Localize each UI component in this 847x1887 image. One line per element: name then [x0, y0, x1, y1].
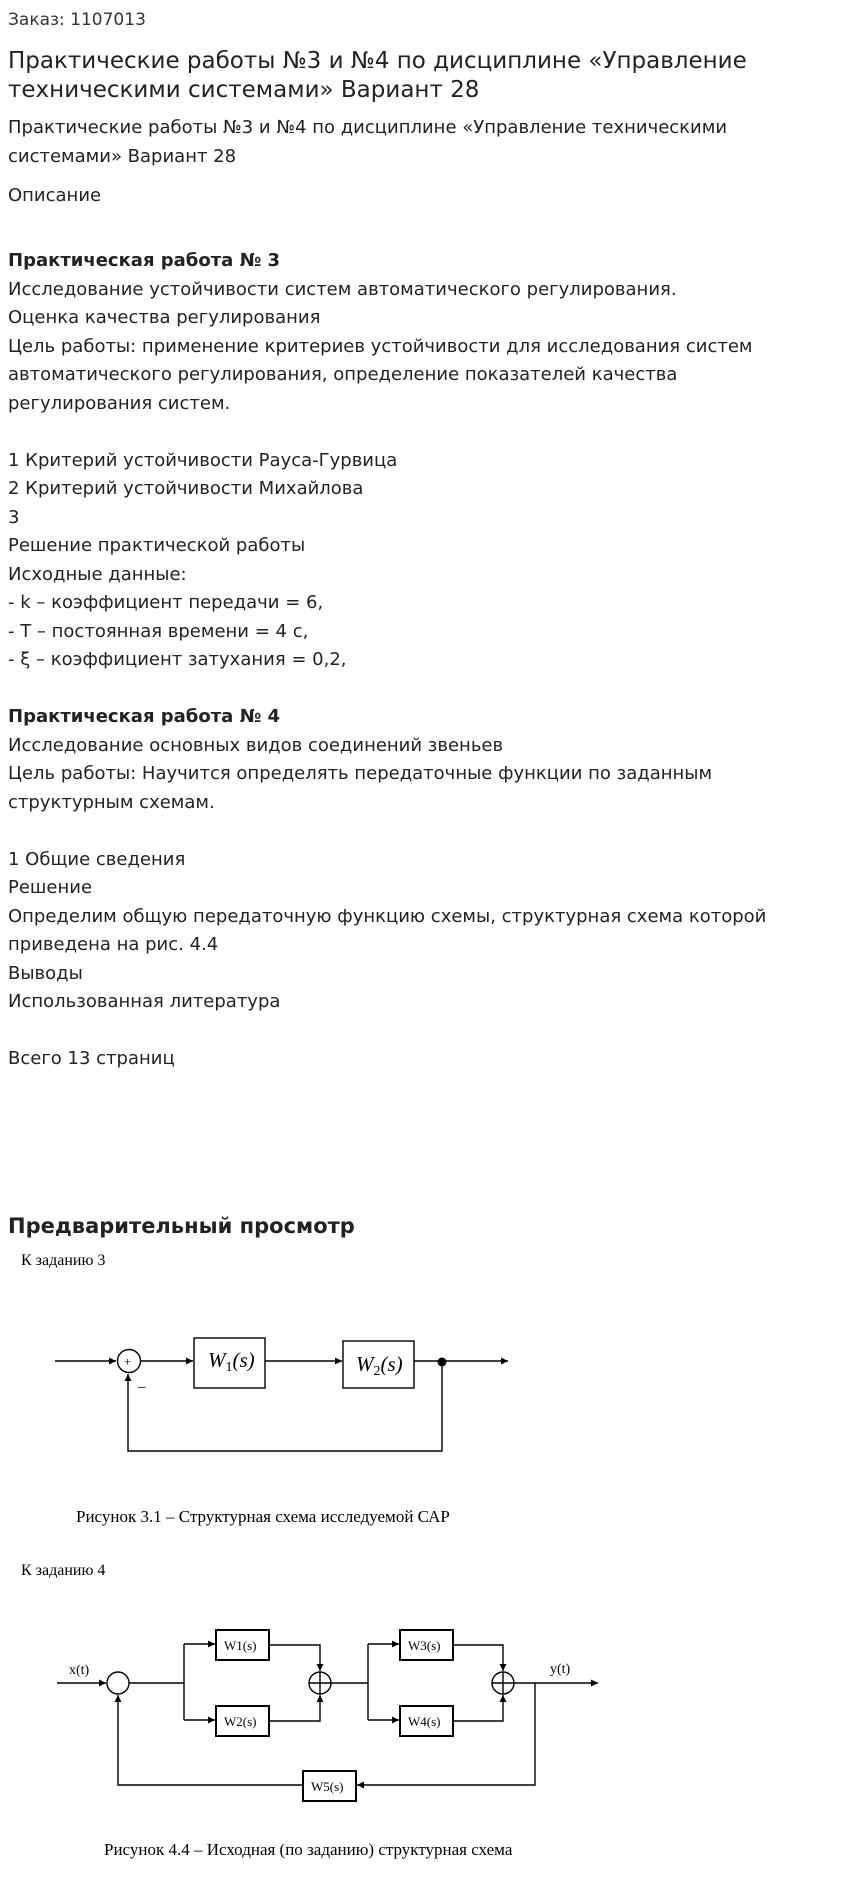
description-line: Всего 13 страниц — [8, 1048, 175, 1069]
description-line: Оценка качества регулирования — [8, 307, 321, 328]
description-line: 3 — [8, 506, 20, 528]
description-line: 1 Общие сведения — [8, 848, 186, 870]
task3-label: К заданию 3 — [21, 1252, 106, 1269]
fig4-w1-label: W1(s) — [224, 1638, 257, 1653]
description-line: - ξ – коэффициент затухания = 0,2, — [8, 649, 347, 670]
fig3-takeoff-point — [438, 1358, 447, 1367]
fig4-w4-label: W4(s) — [408, 1714, 441, 1729]
fig3-caption: Рисунок 3.1 – Структурная схема исследуемой САР — [76, 1507, 450, 1526]
fig3-plus-sign: + — [124, 1354, 132, 1369]
description-line: Использованная литература — [8, 991, 281, 1012]
page-subtitle: Практические работы №3 и №4 по дисциплине «Управление техническими системами» Вариант 28 — [8, 117, 728, 167]
description-line: Цель работы: Научится определять передаточные функции по заданным — [8, 763, 713, 784]
description-line: автоматического регулирования, определение показателей качества — [8, 364, 678, 385]
fig3-diagram — [55, 1338, 508, 1451]
fig3-minus-sign: – — [138, 1379, 146, 1395]
description-line: Цель работы: применение критериев устойчивости для исследования систем — [8, 335, 753, 357]
description-line: 2 Критерий устойчивости Михайлова — [8, 478, 364, 499]
description-line: Решение — [8, 877, 93, 898]
description-gap — [8, 817, 828, 846]
fig4-input-label: x(t) — [69, 1663, 90, 1678]
fig3-w1-label: W1(s) — [208, 1348, 255, 1375]
description-gap — [8, 1017, 828, 1046]
description-line: Определим общую передаточную функцию схемы, структурная схема которой — [8, 905, 767, 927]
description-line: Выводы — [8, 962, 83, 984]
description-line: Исходные данные: — [8, 563, 187, 585]
description-line: приведена на рис. 4.4 — [8, 934, 219, 955]
page-title: Практические работы №3 и №4 по дисциплине «Управление техническими системами» Вариант 28 — [8, 48, 747, 103]
description-heading: Практическая работа № 3 — [8, 250, 281, 271]
description-heading: Практическая работа № 4 — [8, 706, 281, 727]
preview-image — [0, 1240, 847, 1887]
fig4-diagram — [57, 1630, 598, 1801]
description-line: - Т – постоянная времени = 4 с, — [8, 620, 309, 642]
fig3-w2-label: W2(s) — [356, 1352, 403, 1379]
description-line: структурным схемам. — [8, 791, 215, 813]
fig4-sum-junction-1 — [107, 1672, 129, 1694]
description-gap — [8, 675, 828, 704]
description-line: Исследование основных видов соединений звеньев — [8, 734, 504, 756]
description-body — [8, 247, 828, 1074]
fig4-caption: Рисунок 4.4 – Исходная (по заданию) структурная схема — [104, 1840, 513, 1859]
fig4-w2-label: W2(s) — [224, 1714, 257, 1729]
fig4-w5-label: W5(s) — [311, 1779, 344, 1794]
description-label: Описание — [8, 185, 102, 206]
description-line: Исследование устойчивости систем автоматического регулирования. — [8, 278, 677, 300]
description-line: 1 Критерий устойчивости Рауса-Гурвица — [8, 449, 398, 471]
fig4-w3-label: W3(s) — [408, 1638, 441, 1653]
preview-title: Предварительный просмотр — [8, 1214, 355, 1238]
task4-label: К заданию 4 — [21, 1562, 106, 1579]
order-number: Заказ: 1107013 — [8, 10, 146, 30]
description-line: - k – коэффициент передачи = 6, — [8, 592, 324, 613]
description-gap — [8, 418, 828, 447]
description-line: регулирования систем. — [8, 392, 231, 414]
fig4-output-label: y(t) — [550, 1662, 571, 1677]
description-line: Решение практической работы — [8, 535, 306, 556]
